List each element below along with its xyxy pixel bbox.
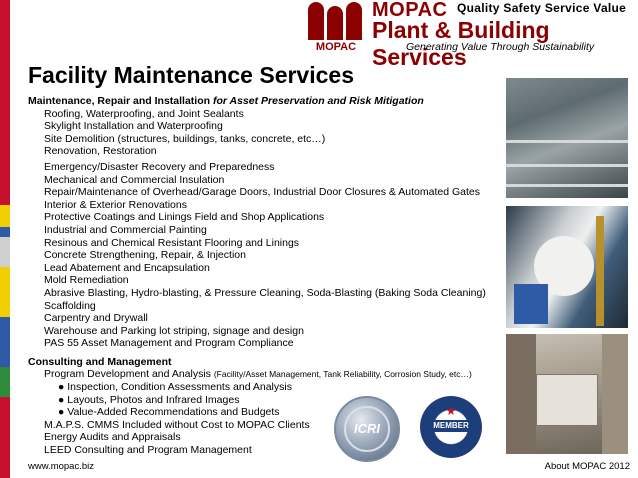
- list-item: LEED Consulting and Program Management: [44, 444, 252, 457]
- section-heading-consulting: Consulting and Management: [28, 355, 172, 368]
- bar-segment-yellow: [0, 205, 10, 227]
- list-item: Skylight Installation and Waterproofing: [44, 120, 223, 133]
- bullet-item: ● Layouts, Photos and Infrared Images: [58, 393, 240, 406]
- list-item: Repair/Maintenance of Overhead/Garage Doors, Industrial Door Closures & Automated Gates: [44, 186, 480, 199]
- list-item: PAS 55 Asset Management and Program Compliance: [44, 337, 294, 350]
- page-title: Facility Maintenance Services: [28, 62, 354, 88]
- bar-segment-green: [0, 367, 10, 397]
- list-item: Energy Audits and Appraisals: [44, 431, 181, 444]
- list-item: Lead Abatement and Encapsulation: [44, 261, 210, 274]
- bar-segment-yellow-2: [0, 267, 10, 317]
- list-item: Scaffolding: [44, 299, 96, 312]
- list-item: Industrial and Commercial Painting: [44, 223, 207, 236]
- footer-about: About MOPAC 2012: [544, 461, 630, 472]
- program-detail-text: (Facility/Asset Management, Tank Reliability, Corrosion Study, etc…): [213, 369, 472, 380]
- icri-badge-icon: [334, 396, 400, 462]
- list-item: Roofing, Waterproofing, and Joint Sealants: [44, 107, 244, 120]
- program-main-text: Program Development and Analysis: [44, 368, 214, 381]
- bullet-item: ● Inspection, Condition Assessments and Analysis: [58, 381, 292, 394]
- nrca-member-badge-icon: [420, 396, 482, 458]
- photo-rail: [506, 140, 628, 143]
- list-item: Interior & Exterior Renovations: [44, 198, 187, 211]
- bar-segment-red: [0, 0, 10, 205]
- brand-values-tagline: Quality Safety Service Value: [457, 1, 627, 15]
- logo-arch-middle: [327, 6, 343, 40]
- list-item: Mold Remediation: [44, 274, 129, 287]
- photo-blue-unit: [514, 284, 548, 324]
- photo-industrial-structure: [506, 78, 628, 198]
- photo-rail: [506, 164, 628, 167]
- photo-building: [506, 334, 536, 454]
- logo-arch-right: [346, 2, 362, 40]
- list-item: Warehouse and Parking lot striping, signage and design: [44, 324, 304, 337]
- photo-pipe: [596, 216, 604, 326]
- bar-segment-blue-2: [0, 317, 10, 367]
- list-item: Carpentry and Drywall: [44, 312, 148, 325]
- photo-roof: [536, 374, 598, 426]
- nrca-star-icon: ★: [445, 404, 457, 418]
- left-accent-bar: [0, 0, 10, 478]
- logo-wordmark: MOPAC: [315, 41, 357, 53]
- bar-segment-gray: [0, 237, 10, 267]
- list-item: Renovation, Restoration: [44, 145, 157, 158]
- nrca-member-label: MEMBER: [429, 420, 473, 432]
- bullet-item: ● Value-Added Recommendations and Budgets: [58, 406, 280, 419]
- list-item: Abrasive Blasting, Hydro-blasting, & Pressure Cleaning, Soda-Blasting (Baking Soda Cleaning): [44, 286, 486, 299]
- bar-segment-blue: [0, 227, 10, 237]
- photo-building: [602, 334, 628, 454]
- list-item: Concrete Strengthening, Repair, & Injection: [44, 249, 246, 262]
- footer-website: www.mopac.biz: [28, 461, 94, 472]
- logo-arch-left: [308, 2, 324, 40]
- brand-division: Plant & Building Services: [372, 17, 550, 70]
- brand-name: MOPAC: [372, 0, 448, 21]
- brand-slogan: Generating Value Through Sustainability: [406, 41, 595, 53]
- list-item: Site Demolition (structures, buildings, tanks, concrete, etc…): [44, 132, 326, 145]
- section-heading-maintenance: [28, 95, 498, 108]
- photo-boiler-room: [506, 206, 628, 328]
- list-item: Protective Coatings and Linings Field and Shop Applications: [44, 211, 325, 224]
- photo-rail: [506, 184, 628, 187]
- photo-rooftop: [506, 334, 628, 454]
- services-list: [28, 95, 498, 457]
- list-item: Emergency/Disaster Recovery and Preparedness: [44, 160, 275, 173]
- list-item: Resinous and Chemical Resistant Flooring and Linings: [44, 236, 300, 249]
- icri-label: ICRI: [354, 421, 380, 436]
- bar-segment-red-2: [0, 397, 10, 478]
- list-item: Mechanical and Commercial Insulation: [44, 173, 225, 186]
- section-heading-italic: for Asset Preservation and Risk Mitigation: [212, 95, 424, 107]
- program-development-item: [28, 368, 498, 381]
- section-heading-main: Maintenance, Repair and Installation: [28, 95, 211, 107]
- list-item: M.A.P.S. CMMS Included without Cost to MOPAC Clients: [44, 418, 310, 431]
